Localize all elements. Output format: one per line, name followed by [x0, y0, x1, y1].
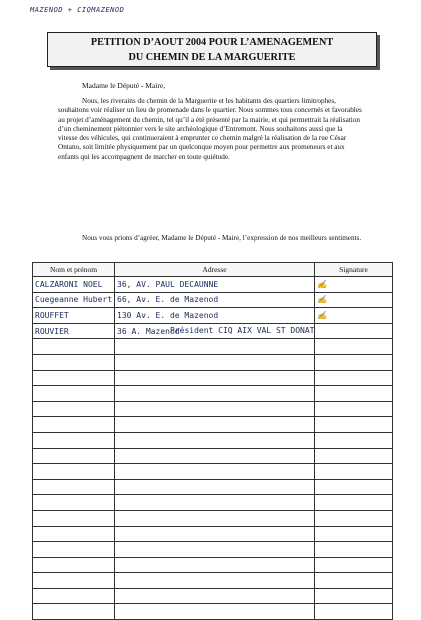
empty-cell	[115, 370, 315, 386]
empty-cell	[33, 479, 115, 495]
empty-cell	[115, 526, 315, 542]
empty-table-row	[33, 464, 393, 480]
empty-cell	[33, 542, 115, 558]
empty-table-row	[33, 557, 393, 573]
row-name-text: CALZARONI NOEL	[35, 279, 103, 289]
empty-cell	[115, 557, 315, 573]
title-line-1: PETITION D’AOUT 2004 POUR L’AMENAGEMENT	[90, 37, 334, 48]
empty-cell	[315, 417, 393, 433]
empty-cell	[315, 479, 393, 495]
row-address-text: 130 Av. E. de Mazenod	[117, 310, 219, 320]
empty-cell	[115, 604, 315, 620]
empty-cell	[33, 510, 115, 526]
empty-table-row	[33, 354, 393, 370]
row-name-text: ROUFFET	[35, 310, 69, 320]
empty-table-row	[33, 417, 393, 433]
empty-cell	[315, 448, 393, 464]
empty-cell	[315, 370, 393, 386]
empty-cell	[115, 464, 315, 480]
salutation: Madame le Député - Maire,	[82, 81, 166, 90]
empty-cell	[315, 495, 393, 511]
empty-table-row	[33, 432, 393, 448]
empty-cell	[33, 495, 115, 511]
empty-cell	[115, 542, 315, 558]
row-signature	[315, 308, 393, 324]
empty-table-row	[33, 542, 393, 558]
petition-title-box	[47, 32, 377, 67]
row-signature-text: ✍	[317, 295, 327, 305]
empty-cell	[315, 604, 393, 620]
row-address	[115, 308, 315, 324]
header-address: Adresse	[115, 263, 315, 277]
empty-cell	[315, 542, 393, 558]
empty-table-row	[33, 479, 393, 495]
empty-table-row	[33, 604, 393, 620]
empty-table-row	[33, 386, 393, 402]
empty-cell	[115, 479, 315, 495]
empty-cell	[33, 370, 115, 386]
row-signature	[315, 323, 393, 339]
empty-table-row	[33, 510, 393, 526]
row-signature	[315, 277, 393, 293]
empty-table-row	[33, 370, 393, 386]
row-signature	[315, 292, 393, 308]
empty-cell	[315, 339, 393, 355]
empty-cell	[33, 557, 115, 573]
empty-cell	[33, 354, 115, 370]
empty-cell	[315, 573, 393, 589]
handwritten-header-note: MAZENOD + CIQMAZENOD	[30, 6, 125, 14]
empty-cell	[315, 432, 393, 448]
table-row	[33, 277, 393, 293]
empty-table-row	[33, 526, 393, 542]
empty-cell	[315, 354, 393, 370]
signature-table	[32, 262, 393, 620]
empty-table-row	[33, 448, 393, 464]
table-row	[33, 292, 393, 308]
empty-table-row	[33, 339, 393, 355]
empty-cell	[115, 417, 315, 433]
row-address-text: 36, AV. PAUL DECAUNNE	[117, 279, 219, 289]
empty-cell	[315, 526, 393, 542]
empty-cell	[33, 401, 115, 417]
empty-cell	[115, 401, 315, 417]
empty-cell	[33, 386, 115, 402]
row-signature-text: ✍	[317, 279, 327, 289]
empty-cell	[33, 526, 115, 542]
empty-cell	[33, 464, 115, 480]
president-note: Président CIQ AIX VAL ST DONAT	[170, 326, 315, 335]
empty-cell	[33, 432, 115, 448]
empty-cell	[115, 448, 315, 464]
empty-cell	[33, 448, 115, 464]
row-name	[33, 323, 115, 339]
empty-cell	[33, 588, 115, 604]
row-address-text: 36 A. Mazenod	[117, 326, 180, 336]
title-line-2: DU CHEMIN DE LA MARGUERITE	[128, 52, 296, 63]
empty-cell	[315, 557, 393, 573]
header-signature: Signature	[315, 263, 393, 277]
empty-cell	[115, 386, 315, 402]
table-header-row	[33, 263, 393, 277]
closing-paragraph: Nous vous prions d’agréer, Madame le Député - Maire, l’expression de nos meilleurs sentiments.	[82, 234, 362, 242]
empty-table-row	[33, 588, 393, 604]
header-name: Nom et prénom	[33, 263, 115, 277]
empty-cell	[115, 510, 315, 526]
row-address	[115, 277, 315, 293]
empty-cell	[315, 588, 393, 604]
row-name	[33, 308, 115, 324]
empty-cell	[115, 573, 315, 589]
empty-table-row	[33, 573, 393, 589]
empty-cell	[115, 354, 315, 370]
empty-cell	[315, 386, 393, 402]
empty-cell	[33, 339, 115, 355]
empty-cell	[315, 510, 393, 526]
row-name	[33, 277, 115, 293]
table-row	[33, 308, 393, 324]
row-name	[33, 292, 115, 308]
empty-table-row	[33, 401, 393, 417]
row-name-text: Cuegeanne Hubert	[35, 295, 113, 305]
empty-cell	[33, 604, 115, 620]
empty-cell	[315, 401, 393, 417]
empty-cell	[115, 495, 315, 511]
empty-cell	[315, 464, 393, 480]
empty-table-row	[33, 495, 393, 511]
empty-cell	[33, 573, 115, 589]
row-name-text: ROUVIER	[35, 326, 69, 336]
empty-cell	[115, 588, 315, 604]
row-signature-text: ✍	[317, 310, 327, 320]
row-address-text: 66, Av. E. de Mazenod	[117, 295, 219, 305]
empty-cell	[33, 417, 115, 433]
empty-cell	[115, 432, 315, 448]
row-address	[115, 292, 315, 308]
petition-body-paragraph: Nous, les riverains du chemin de la Marguerite et les habitants des quartiers limitrophes, souhaitons voir réaliser un lieu de promenade dans le quartier. Nous sommes tous concernés et favorables au projet d’aménagement du chemin, tel qu’il a été présenté par la mairie, et qui permettrait la réalisation d’un cheminement piétonnier vers le site archéologique d’Entremont. Nous souhaitons aussi que la vitesse des véhicules, qui continueraient à emprunter ce chemin malgré la réalisation de la rue César Ontano, soit limitée physiquement par un quelconque moyen pour permettre aux promeneurs et aux enfants qui les accompagnent de marcher en toute quiétude.	[58, 97, 362, 161]
empty-cell	[115, 339, 315, 355]
